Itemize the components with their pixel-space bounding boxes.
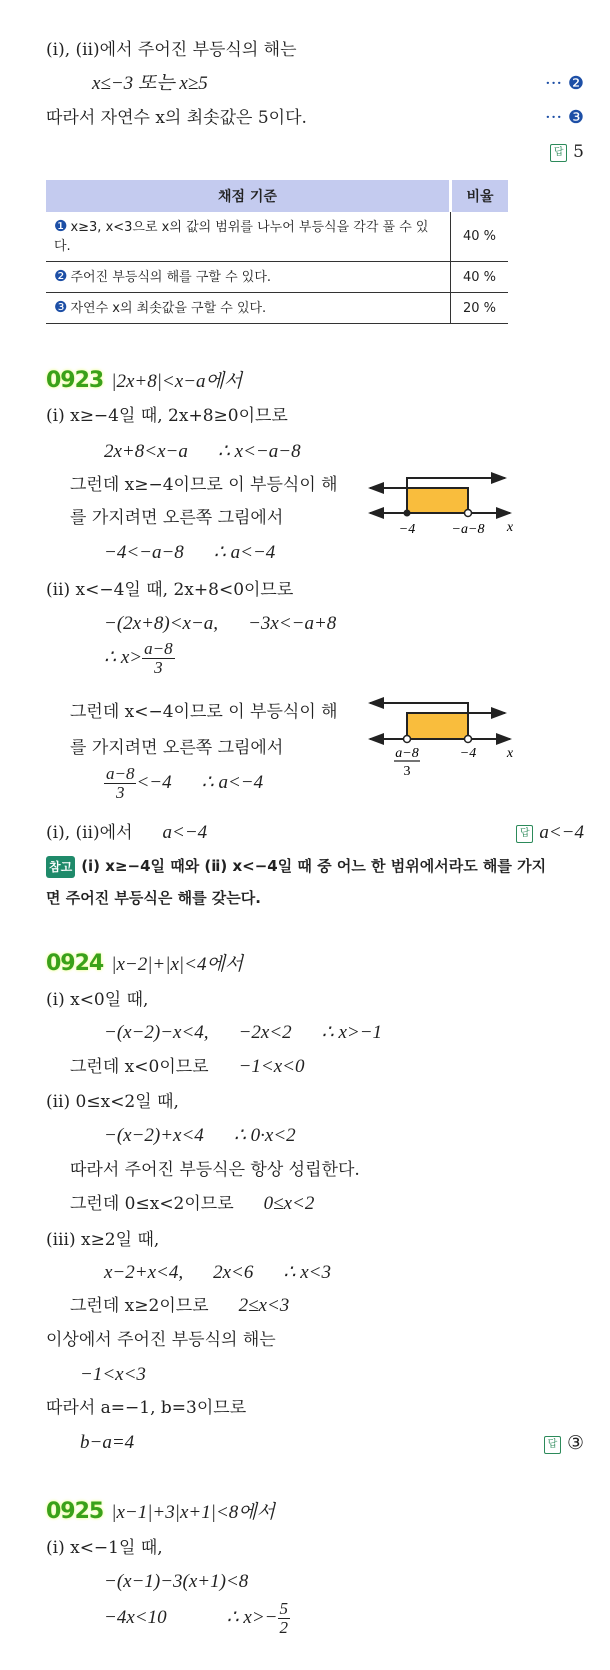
fraction: $\frac{a-8}{3}$ [106,764,135,802]
solution-region [407,713,468,739]
problem-number: 0924 [46,951,104,976]
table-row [46,262,508,293]
header-ratio: 비율 [451,180,509,212]
header-criteria: 채점 기준 [46,180,451,212]
math-line: x−2+x<4, 2x<6 ∴ x<3 [104,1262,331,1283]
grading-table [46,180,508,324]
math-line: −(x−2)+x<4 ∴ 0·x<2 [104,1125,296,1146]
svg-text:−4: −4 [459,746,477,761]
text-line: 를 가지려면 오른쪽 그림에서 [70,508,284,528]
svg-text:a−8: a−8 [395,746,419,761]
circled-number-icon: ❸ [54,298,68,316]
case-head: (ⅱ) 0≤x<2일 때, [46,1092,179,1112]
case-head: (ⅱ) x<−4일 때, 2x+8<0이므로 [46,580,294,600]
conclusion: (ⅰ), (ⅱ)에서 a<−4 [46,822,208,843]
criteria-text: 자연수 x의 최솟값을 구할 수 있다. [70,301,267,316]
svg-text:x: x [506,746,514,761]
circled-number-icon: ❷ [54,267,68,285]
math-line: ∴ x> $\frac{a-8}{3}$ [104,639,173,677]
answer-value: 5 [573,142,584,162]
open-point [465,736,472,743]
math-line: −(x−1)−3(x+1)<8 [104,1571,249,1592]
criteria-text: 주어진 부등식의 해를 구할 수 있다. [70,270,272,285]
problem-0924-header [46,953,243,976]
case-head: (ⅲ) x≥2일 때, [46,1230,160,1250]
note-continued: 면 주어진 부등식은 해를 갖는다. [46,889,261,907]
text-line: 따라서 a=−1, b=3이므로 [46,1398,247,1418]
case-head: (ⅰ) x<0일 때, [46,990,149,1010]
step-mark-2: ··· ❷ [544,73,584,94]
fraction: $\frac{5}{2}$ [279,1599,288,1637]
text-line: 그런데 x≥2이므로 2≤x<3 [70,1295,290,1316]
svg-text:−4: −4 [398,522,416,537]
note: 참고 (ⅰ) x≥−4일 때와 (ⅱ) x<−4일 때 중 어느 한 범위에서라도 해를 가지 [46,855,546,878]
text-line: 따라서 주어진 부등식은 항상 성립한다. [70,1160,360,1180]
step-mark-3: ··· ❸ [544,107,584,128]
number-line-diagram-1 [360,465,520,540]
case-head: (ⅰ) x≥−4일 때, 2x+8≥0이므로 [46,406,288,426]
ratio: 20 % [451,293,509,324]
svg-text:3: 3 [403,764,411,779]
table-row [46,212,508,262]
answer [550,141,584,163]
answer: 답 ③ [544,1432,584,1455]
text-line: 이상에서 주어진 부등식의 해는 [46,1330,276,1350]
math-line: b−a=4 [80,1432,135,1453]
note-badge: 참고 [46,856,75,878]
answer: 답 a<−4 [516,822,584,844]
math-line: −1<x<3 [80,1364,146,1385]
table-row [46,293,508,324]
text-line: 따라서 자연수 x의 최솟값은 5이다. [46,108,307,128]
text-line: (ⅰ), (ⅱ)에서 주어진 부등식의 해는 [46,40,297,60]
math-line: −(x−2)−x<4, −2x<2 ∴ x>−1 [104,1022,383,1043]
problem-0923-header [46,370,242,393]
math-line: $\frac{a-8}{3}$ <−4 ∴ a<−4 [106,764,264,802]
problem-number: 0925 [46,1499,104,1524]
math-line: 2x+8<x−a ∴ x<−a−8 [104,441,301,462]
answer-icon: 답 [544,1436,561,1454]
circled-number-icon: ❶ [54,217,68,235]
text-line: 를 가지려면 오른쪽 그림에서 [70,738,284,758]
solution-region [407,488,468,513]
problem-number: 0923 [46,368,104,393]
math-line: −4x<10 ∴ x>− $\frac{5}{2}$ [104,1599,288,1637]
math-line: −(2x+8)<x−a, −3x<−a+8 [104,613,337,634]
text-line: 그런데 0≤x<2이므로 0≤x<2 [70,1193,315,1214]
problem-title: |x−2|+|x|<4에서 [111,954,244,975]
math-line: x≤−3 또는 x≥5 [92,73,208,94]
text-line: 그런데 x<−4이므로 이 부등식이 해 [70,702,338,722]
problem-title: |x−1|+3|x+1|<8에서 [111,1502,275,1523]
ratio: 40 % [451,262,509,293]
problem-0925-header [46,1501,275,1524]
math-line: −4<−a−8 ∴ a<−4 [104,542,276,563]
open-point [465,510,472,517]
closed-point [404,510,411,517]
answer-icon: 답 [550,144,567,162]
case-head: (ⅰ) x<−1일 때, [46,1538,163,1558]
text-line: 그런데 x≥−4이므로 이 부등식이 해 [70,475,338,495]
fraction: $\frac{a-8}{3}$ [144,639,173,677]
problem-title: |2x+8|<x−a에서 [111,371,243,392]
number-line-diagram-2 [360,693,520,788]
svg-text:x: x [506,520,514,535]
svg-text:−a−8: −a−8 [451,522,485,537]
ratio: 40 % [451,212,509,262]
open-point [404,736,411,743]
criteria-text: x≥3, x<3으로 x의 값의 범위를 나누어 부등식을 각각 풀 수 있다. [54,220,429,254]
text-line: 그런데 x<0이므로 −1<x<0 [70,1056,305,1077]
answer-icon: 답 [516,825,533,843]
